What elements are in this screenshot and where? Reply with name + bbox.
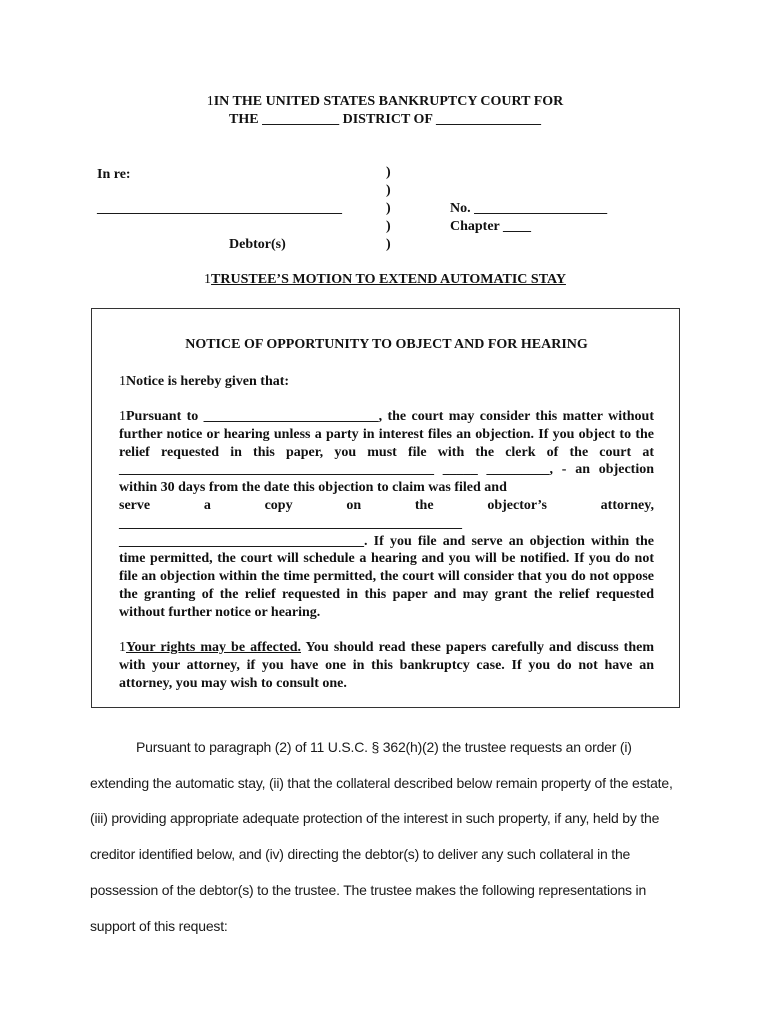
serve-word: a <box>203 497 211 513</box>
serve-word: objector’s <box>487 497 547 513</box>
notice-given-text: Notice is hereby given that: <box>126 374 290 389</box>
footnote-marker: 1 <box>204 272 212 287</box>
case-number-field: No. ___________________ <box>450 201 608 216</box>
footnote-marker: 1 <box>119 374 126 389</box>
caption-paren: ) <box>386 201 391 216</box>
notice-paragraph-2 <box>119 639 654 692</box>
caption-paren: ) <box>386 237 391 252</box>
serve-word: on <box>346 497 362 513</box>
notice-paragraph-1a-text: Pursuant to _________________________, the court may consider this matter without further notice or hearing unless a party in interest files an objection. If you object to the relief requested in this paper, you must file with the clerk of the court at _____________________________________________ _____ _________, - an objection within 30 days from the date this objection to claim was filed and <box>119 409 654 496</box>
footnote-marker: 1 <box>206 94 214 109</box>
notice-heading: NOTICE OF OPPORTUNITY TO OBJECT AND FOR HEARING <box>185 337 588 352</box>
footnote-marker: 1 <box>119 409 126 424</box>
motion-body-paragraph <box>90 730 680 944</box>
serve-copy-line <box>119 497 654 515</box>
court-heading-text: IN THE UNITED STATES BANKRUPTCY COURT FOR <box>213 94 564 109</box>
motion-body-text: Pursuant to paragraph (2) of 11 U.S.C. § 362(h)(2) the trustee requests an order (i) extending the automatic stay, (ii) that the collateral described below remain property of the estate, (iii) providing appropriate adequate protection of the interest in such property, if any, held by the creditor identified below, and (iv) directing the debtor(s) to deliver any such collateral in the possession of the debtor(s) to the trustee. The trustee makes the following representations in support of this request: <box>90 739 673 934</box>
serve-word: copy <box>264 497 293 513</box>
motion-title-text: TRUSTEE’S MOTION TO EXTEND AUTOMATIC STAY <box>211 272 566 287</box>
debtor-name-blank: ___________________________________ <box>97 201 342 216</box>
motion-title <box>0 272 770 288</box>
notice-given-line <box>119 373 289 391</box>
serve-word: the <box>414 497 434 513</box>
court-heading-line2: THE ___________ DISTRICT OF _______________ <box>229 112 541 127</box>
debtor-label: Debtor(s) <box>229 237 286 252</box>
court-heading-line1 <box>0 94 770 110</box>
chapter-field: Chapter ____ <box>450 219 532 234</box>
caption-paren: ) <box>386 219 391 234</box>
caption-paren: ) <box>386 165 391 180</box>
notice-paragraph-1b: ___________________________________. If you file and serve an objection within the time permitted, the court will schedule a hearing and you will be notified. If you do not file an objection within the time permitted, the court will consider that you do not oppose the granting of the relief requested in this paper and may grant the relief requested without further notice or hearing. <box>119 533 654 620</box>
rights-affected-lead: Your rights may be affected. <box>126 640 301 655</box>
notice-paragraph-1 <box>119 408 654 622</box>
attorney-blank-line: _________________________________________________ <box>119 515 462 531</box>
footnote-marker: 1 <box>119 640 126 655</box>
notice-content <box>119 309 654 691</box>
in-re-label: In re: <box>97 167 131 182</box>
caption-paren: ) <box>386 183 391 198</box>
serve-word: serve <box>119 497 151 513</box>
notice-paragraph-1a <box>119 408 654 497</box>
notice-box <box>91 308 680 708</box>
serve-word: attorney, <box>600 497 654 513</box>
notice-paragraph-2-text: You should read these papers carefully and discuss them with your attorney, if you have one in this bankruptcy case. If you do not have an attorney, you may wish to consult one. <box>119 640 654 691</box>
